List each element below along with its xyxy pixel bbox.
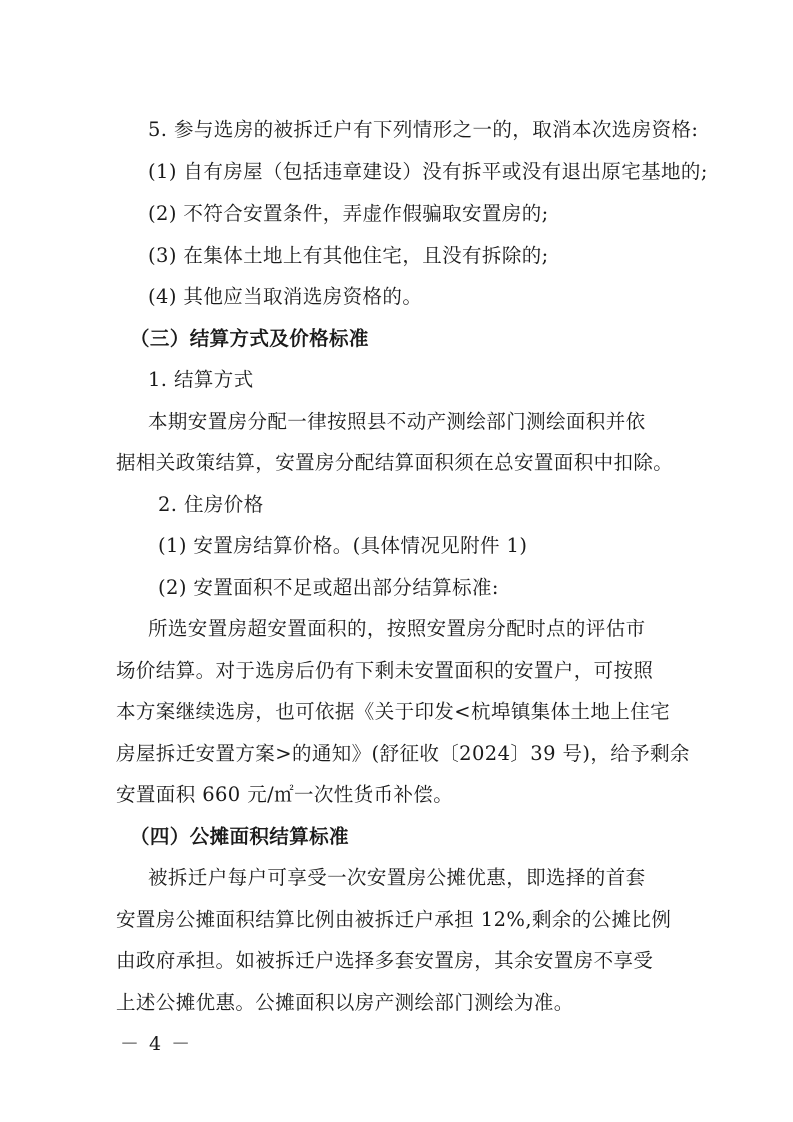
section-4-heading: （四）公摊面积结算标准 xyxy=(130,825,349,848)
page-number: － 4 － xyxy=(120,1033,193,1055)
clause-5-item-4: (4) 其他应当取消选房资格的。 xyxy=(148,285,423,308)
housing-price-item-1: (1) 安置房结算价格。(具体情况见附件 1) xyxy=(158,534,528,557)
settlement-paragraph-line-2: 据相关政策结算，安置房分配结算面积须在总安置面积中扣除。 xyxy=(116,451,674,474)
excess-area-paragraph-line-1: 所选安置房超安置面积的，按照安置房分配时点的评估市 xyxy=(148,617,646,640)
settlement-paragraph-line-1: 本期安置房分配一律按照县不动产测绘部门测绘面积并依 xyxy=(148,410,646,433)
excess-area-paragraph-line-3: 本方案继续选房，也可依据《关于印发<杭埠镇集体土地上住宅 xyxy=(116,700,671,723)
excess-area-paragraph-line-4: 房屋拆迁安置方案>的通知》(舒征收〔2024〕39 号)，给予剩余 xyxy=(116,742,690,765)
shared-area-paragraph-line-2: 安置房公摊面积结算比例由被拆迁户承担 12%,剩余的公摊比例 xyxy=(116,908,672,931)
clause-5-item-3: (3) 在集体土地上有其他住宅，且没有拆除的; xyxy=(148,244,549,267)
excess-area-paragraph-line-5: 安置面积 660 元/㎡一次性货币补偿。 xyxy=(116,783,454,806)
clause-5-item-1: (1) 自有房屋（包括违章建设）没有拆平或没有退出原宅基地的; xyxy=(148,160,708,183)
shared-area-paragraph-line-1: 被拆迁户每户可享受一次安置房公摊优惠，即选择的首套 xyxy=(148,866,646,889)
excess-area-paragraph-line-2: 场价结算。对于选房后仍有下剩未安置面积的安置户，可按照 xyxy=(116,659,654,682)
clause-5-text: 5. 参与选房的被拆迁户有下列情形之一的，取消本次选房资格: xyxy=(148,118,699,141)
housing-price-item-2: (2) 安置面积不足或超出部分结算标准: xyxy=(158,576,499,599)
section-3-heading: （三）结算方式及价格标准 xyxy=(130,327,369,350)
clause-5-item-2: (2) 不符合安置条件，弄虚作假骗取安置房的; xyxy=(148,202,549,225)
shared-area-paragraph-line-3: 由政府承担。如被拆迁户选择多套安置房，其余安置房不享受 xyxy=(116,949,654,972)
housing-price-heading: 2. 住房价格 xyxy=(158,493,264,516)
shared-area-paragraph-line-4: 上述公摊优惠。公摊面积以房产测绘部门测绘为准。 xyxy=(116,991,574,1014)
settlement-method-heading: 1. 结算方式 xyxy=(148,368,254,391)
